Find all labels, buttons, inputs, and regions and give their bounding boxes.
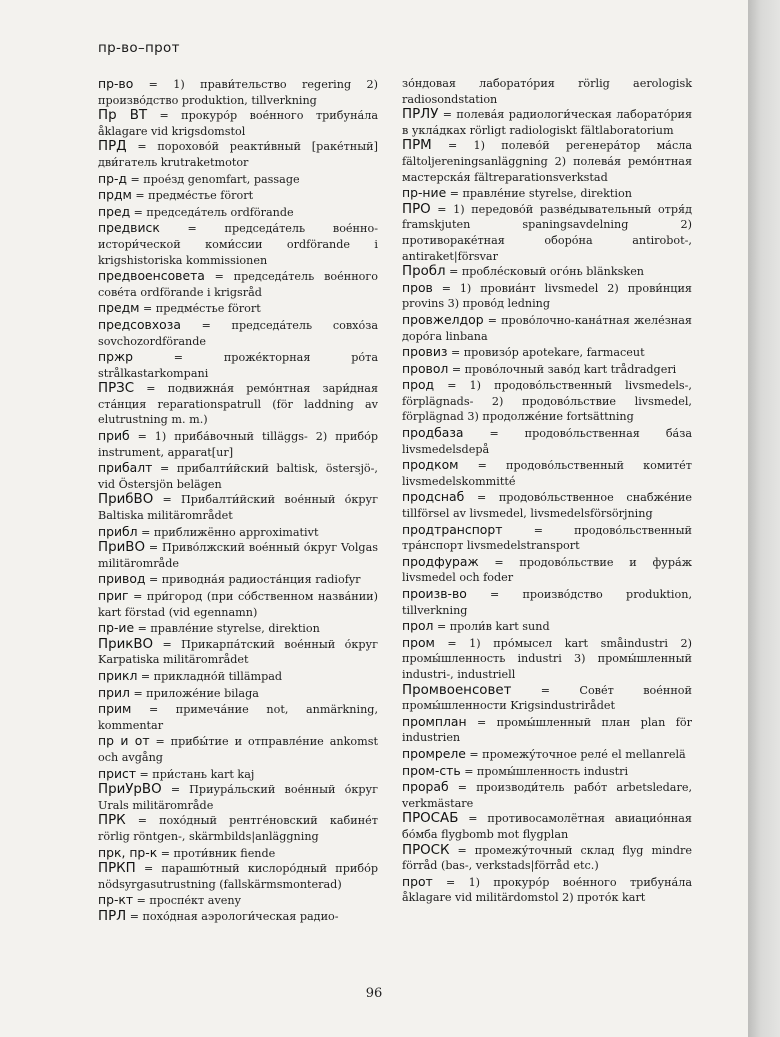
entry-headword: приг: [98, 588, 129, 603]
entry-definition: 1) провиа́нт livsmedel 2) прови́нция provins 3) прово́д ledning: [402, 281, 692, 311]
entry-definition: 1) прави́тельство regering 2) произво́дство produktion, tillverkning: [98, 78, 378, 107]
dictionary-entry: [402, 280, 692, 312]
entry-definition: произво́дство produktion, tillverkning: [402, 588, 693, 617]
equals-sign: =: [430, 202, 454, 216]
entry-definition: продово́льствие и фура́ж livsmedel och foder: [402, 555, 692, 585]
equals-sign: =: [135, 862, 162, 876]
equals-sign: =: [204, 270, 234, 284]
dictionary-entry: [402, 185, 692, 202]
page-edge: [748, 0, 780, 1037]
dictionary-entry: [98, 813, 378, 844]
dictionary-entry: [402, 618, 692, 635]
equals-sign: =: [137, 525, 154, 539]
dictionary-entry: [98, 460, 378, 492]
equals-sign: =: [152, 462, 177, 476]
dictionary-entry: [98, 685, 378, 702]
equals-sign: =: [466, 588, 523, 601]
equals-sign: =: [159, 222, 225, 236]
dictionary-entry: [402, 138, 692, 185]
equals-sign: =: [147, 109, 182, 123]
dictionary-entry: [402, 425, 692, 457]
entry-headword: ПРД: [98, 139, 127, 155]
dictionary-entry: [98, 620, 378, 637]
entry-definition: председа́тель вое́нно-истори́ческой коми́ссии ordförande i krigshistoriska kommissionen: [98, 222, 378, 267]
equals-sign: =: [465, 747, 483, 761]
equals-sign: =: [133, 351, 224, 365]
entry-definition: провизо́р apotekare, farmaceut: [463, 346, 645, 360]
dictionary-entry: [402, 361, 692, 378]
entry-definition: прибы́тие и отправле́ние ankomst och avgång: [98, 735, 378, 764]
dictionary-entry: [402, 344, 692, 361]
dictionary-entry: [98, 861, 378, 892]
entry-headword: продбаза: [402, 425, 464, 441]
equals-sign: =: [449, 843, 475, 857]
entry-headword: ПРКП: [98, 861, 136, 877]
entry-headword: ПРОСК: [402, 842, 450, 858]
equals-sign: =: [131, 189, 149, 203]
entry-headword: ПРЛУ: [402, 107, 439, 123]
entry-headword: Пр ВТ: [98, 108, 148, 124]
entry-headword: ПРОСАБ: [402, 811, 459, 827]
equals-sign: =: [145, 573, 162, 587]
equals-sign: =: [126, 909, 143, 923]
entry-headword: промреле: [402, 745, 466, 761]
dictionary-entry: [98, 733, 378, 765]
equals-sign: =: [134, 622, 151, 636]
entry-definition: подвижна́я ремо́нтная зари́дная ста́нция reparationspatrull (för laddning av elutrustning m. m.): [98, 382, 378, 427]
entry-headword: ПРК: [98, 813, 126, 829]
entry-definition: прое́зд genomfart, passage: [143, 172, 300, 186]
equals-sign: =: [139, 302, 156, 316]
dictionary-entry: [98, 782, 378, 813]
entry-headword: произв-во: [402, 586, 467, 601]
dictionary-entry: [98, 139, 378, 170]
entry-definition: 1) полево́й регенера́тор ма́сла fältoljereningsanläggning 2) полева́я ремо́нтная мастерска́я fältreparationsverkstad: [402, 139, 692, 184]
equals-sign: =: [130, 205, 147, 219]
dictionary-entry: [98, 637, 378, 668]
dictionary-entry: [98, 845, 378, 862]
dictionary-entry: [98, 349, 378, 381]
equals-sign: =: [445, 265, 462, 279]
entry-definition: при́город (при со́бственном назва́нии) kart förstad (vid egennamn): [98, 590, 378, 619]
dictionary-entry: [98, 701, 378, 733]
entry-headword: пржр: [98, 349, 133, 365]
right-column: [402, 76, 692, 906]
dictionary-entry: [98, 492, 378, 523]
dictionary-entry: [402, 763, 692, 780]
equals-sign: =: [460, 764, 477, 778]
dictionary-entry: [98, 76, 378, 108]
entry-definition: 1) продово́льственный livsmedels-, förplägnads- 2) продово́льствие livsmedel, förplägnad 3) продолже́ние fortsättning: [402, 379, 692, 424]
entry-definition: приложе́ние bilaga: [146, 686, 259, 700]
page-number: 96: [365, 986, 383, 1001]
entry-headword: ПрикВО: [98, 636, 154, 652]
equals-sign: =: [127, 172, 144, 186]
entry-headword: провиз: [402, 344, 448, 360]
equals-sign: =: [434, 379, 470, 393]
equals-sign: =: [431, 139, 474, 153]
entry-definition: продово́льственный комите́т livsmedelskommitté: [402, 459, 692, 488]
dictionary-entry: [402, 202, 692, 264]
dictionary-entry: [98, 381, 378, 428]
entry-headword: предм: [98, 300, 140, 316]
entry-headword: пред: [98, 203, 131, 219]
entry-definition: правле́ние styrelse, direktion: [150, 622, 320, 636]
entry-headword: прибалт: [98, 460, 153, 476]
entry-headword: продком: [402, 457, 459, 473]
entry-definition: промы́шленный план plan för industrien: [402, 715, 692, 745]
entry-definition: промежу́точное реле́ el mellanrelä: [482, 747, 686, 761]
dictionary-entry: [98, 187, 378, 204]
dictionary-entry: [402, 312, 692, 344]
dictionary-entry: [98, 766, 378, 783]
equals-sign: =: [458, 812, 488, 826]
running-header: пр-во–прот: [98, 40, 180, 56]
entry-headword: пр-во: [98, 76, 134, 91]
entry-definition: противосамолётная авиацио́нная бо́мба flygbomb mot flygplan: [402, 812, 692, 841]
entry-definition: 1) про́мысел kart småindustri 2) промы́шленность industri 3) промы́шленный industri-, industriell: [402, 636, 692, 681]
equals-sign: =: [434, 636, 470, 650]
entry-headword: прикл: [98, 667, 138, 683]
dictionary-entry: [98, 300, 378, 317]
equals-sign: =: [446, 187, 463, 201]
equals-sign: =: [133, 78, 174, 91]
entry-definition: порохово́й реакти́вный [раке́тный] дви́гатель krutraketmotor: [98, 140, 378, 169]
entry-headword: пр-ние: [402, 185, 447, 201]
dictionary-entry: [402, 76, 692, 107]
entry-headword: ПРЛ: [98, 908, 127, 924]
entry-definition: председа́тель вое́нного сове́та ordförande i krigsråd: [98, 270, 378, 299]
equals-sign: =: [149, 735, 171, 749]
equals-sign: =: [129, 686, 147, 700]
entry-definition: при́стань kart kaj: [152, 767, 255, 781]
entry-definition: проже́кторная ро́та strålkastarkompani: [98, 351, 378, 380]
entry-definition: полева́я радиологи́ческая лаборато́рия в укла́дках rörligt radiologiskt fältlaboratorium: [402, 108, 692, 137]
equals-sign: =: [129, 430, 155, 444]
equals-sign: =: [137, 669, 154, 683]
entry-definition: приводна́я радиоста́нция radiofyr: [161, 573, 361, 587]
equals-sign: =: [161, 783, 190, 797]
entry-headword: пров: [402, 279, 433, 295]
entry-definition: Сове́т вое́нной промы́шленности Krigsindustrirådet: [402, 683, 692, 713]
equals-sign: =: [153, 637, 182, 651]
entry-headword: приб: [98, 428, 130, 444]
dictionary-entry: [402, 746, 692, 763]
entry-headword: прораб: [402, 779, 449, 795]
entry-headword: прдм: [98, 187, 132, 203]
dictionary-entry: [98, 540, 378, 571]
entry-definition: промы́шленность industri: [476, 764, 629, 778]
dictionary-entry: [98, 317, 378, 349]
entry-headword: пр и от: [98, 733, 150, 749]
entry-definition: продово́льственное снабже́ние tillförsel av livsmedel, livsmedelsförsörjning: [402, 491, 693, 521]
entry-headword: прибл: [98, 523, 138, 539]
dictionary-entry: [402, 843, 692, 874]
equals-sign: =: [483, 313, 502, 327]
entry-definition: приближённо approximativt: [153, 525, 319, 539]
dictionary-entry: [402, 714, 692, 746]
dictionary-entry: [402, 457, 692, 489]
entry-headword: прк, пр-к: [98, 844, 158, 860]
equals-sign: =: [463, 427, 525, 441]
entry-definition: предме́стье förort: [148, 189, 254, 203]
entry-headword: ПрибВО: [98, 492, 154, 508]
entry-headword: пром-сть: [402, 762, 461, 778]
entry-definition: парашю́тный кислоро́дный прибо́р nödsyrgasutrustning (fallskärmsmonterad): [98, 862, 378, 891]
equals-sign: =: [458, 459, 507, 473]
entry-definition: председа́тель совхо́за sovchozordförande: [98, 318, 378, 348]
entry-headword: Пробл: [402, 264, 446, 280]
entry-definition: 1) прокуро́р вое́нного трибуна́ла åklagare vid militärdomstol 2) прото́к kart: [402, 875, 692, 905]
entry-headword: пр-кт: [98, 892, 134, 908]
entry-definition: проли́в kart sund: [449, 620, 550, 634]
entry-definition: производи́тель рабо́т arbetsledare, verkmästare: [402, 781, 692, 810]
dictionary-entry: [98, 909, 378, 925]
dictionary-entry: [402, 264, 692, 280]
entry-headword: прол: [402, 618, 434, 634]
equals-sign: =: [145, 541, 162, 555]
dictionary-entry: [98, 220, 378, 268]
dictionary-entry: [402, 107, 692, 138]
left-column: [98, 76, 378, 924]
entry-headword: ПРМ: [402, 138, 432, 154]
equals-sign: =: [157, 846, 174, 860]
entry-definition: похо́дная аэрологи́ческая радио-: [142, 909, 339, 923]
equals-sign: =: [433, 620, 450, 634]
equals-sign: =: [511, 683, 580, 697]
dictionary-entry: [98, 892, 378, 909]
entry-definition: продово́льственная ба́за livsmedelsdepå: [402, 427, 692, 456]
entry-definition: 1) передово́й разве́дывательный отря́д framskjuten spaningsavdelning 2) противораке́тная оборо́на antirobot-, antiraket|försvar: [402, 202, 692, 263]
entry-headword: предвиск: [98, 220, 160, 236]
dictionary-entry: [98, 171, 378, 188]
entry-definition: 1) приба́вочный tilläggs- 2) прибо́р instrument, apparat[ur]: [98, 430, 378, 459]
dictionary-entry: [98, 108, 378, 139]
equals-sign: =: [447, 346, 464, 360]
entry-headword: прил: [98, 684, 130, 700]
entry-definition: проти́вник fiende: [173, 846, 276, 860]
entry-headword: привод: [98, 571, 146, 587]
entry-definition: промежу́точный склад flyg mindre förråd (bas-, verkstads|förråd etc.): [402, 843, 693, 873]
entry-definition: правле́ние styrelse, direktion: [462, 187, 632, 201]
entry-definition: пробле́сковый ого́нь blänksken: [461, 265, 645, 279]
entry-headword: ПРЗС: [98, 381, 135, 397]
equals-sign: =: [128, 590, 147, 603]
equals-sign: =: [432, 281, 460, 295]
entry-headword: пр-ие: [98, 620, 135, 636]
entry-definition: председа́тель ordförande: [146, 205, 294, 219]
entry-headword: продснаб: [402, 489, 465, 505]
dictionary-entry: [98, 268, 378, 300]
entry-headword: провол: [402, 360, 449, 376]
entry-headword: Промвоенсовет: [402, 682, 512, 698]
entry-definition: похо́дный рентге́новский кабине́т rörlig röntgen-, skärmbilds|anläggning: [98, 814, 378, 843]
entry-definition: предме́стье förort: [155, 302, 261, 316]
entry-headword: ПРО: [402, 201, 431, 217]
equals-sign: =: [131, 703, 176, 717]
dictionary-entry: [402, 554, 692, 586]
dictionary-entry: [98, 588, 378, 620]
equals-sign: =: [133, 894, 150, 908]
entry-headword: прист: [98, 765, 137, 781]
entry-headword: пром: [402, 634, 435, 650]
equals-sign: =: [478, 555, 520, 569]
entry-definition: прибалти́йский baltisk, östersjö-, vid Östersjön belägen: [98, 462, 378, 491]
equals-sign: =: [448, 362, 465, 376]
entry-definition: примеча́ние not, anmärkning, kommentar: [98, 703, 378, 732]
equals-sign: =: [153, 493, 181, 507]
equals-sign: =: [448, 781, 477, 795]
entry-headword: провжелдор: [402, 311, 484, 327]
entry-headword: прот: [402, 873, 433, 889]
equals-sign: =: [134, 382, 168, 396]
dictionary-entry: [402, 586, 692, 618]
equals-sign: =: [180, 318, 232, 332]
dictionary-entry: [402, 522, 692, 554]
entry-headword: продтранспорт: [402, 521, 503, 537]
equals-sign: =: [438, 108, 457, 122]
dictionary-entry: [98, 571, 378, 588]
entry-headword: предсовхоза: [98, 316, 181, 332]
entry-definition: продово́льственный тра́нспорт livsmedelstransport: [402, 523, 692, 553]
entry-headword: продфураж: [402, 553, 479, 569]
dictionary-entry: [402, 811, 692, 842]
equals-sign: =: [502, 523, 575, 537]
entry-definition: Приура́льский вое́нный о́круг Urals militärområde: [98, 783, 378, 812]
dictionary-entry: [402, 489, 692, 521]
entry-definition: Прибалти́йский вое́нный о́круг Baltiska militärområdet: [98, 493, 378, 523]
dictionary-entry: [402, 779, 692, 811]
entry-headword: ПриУрВО: [98, 782, 162, 798]
equals-sign: =: [466, 715, 497, 729]
entry-headword: промплан: [402, 713, 467, 729]
equals-sign: =: [126, 140, 158, 154]
entry-definition: зо́ндовая лаборато́рия rörlig aerologisk radiosondstation: [402, 77, 692, 106]
entry-definition: прово́лочный заво́д kart trådradgeri: [464, 362, 677, 376]
entry-headword: пр-д: [98, 170, 128, 186]
entry-headword: прим: [98, 701, 132, 717]
entry-definition: проспе́кт aveny: [149, 894, 241, 908]
equals-sign: =: [125, 814, 160, 828]
entry-definition: прикладно́й tillämpad: [153, 669, 283, 683]
entry-definition: Приво́лжский вое́нный о́круг Volgas militärområde: [98, 541, 378, 570]
dictionary-entry: [98, 204, 378, 221]
dictionary-entry: [98, 428, 378, 460]
entry-definition: прово́лочно-кана́тная желе́зная доро́га linbana: [402, 313, 692, 343]
entry-definition: Прикарпа́тский вое́нный о́круг Karpatiska militärområdet: [98, 637, 378, 667]
dictionary-entry: [402, 635, 692, 683]
dictionary-entry: [402, 874, 692, 906]
equals-sign: =: [464, 491, 499, 505]
entry-headword: прод: [402, 377, 435, 393]
equals-sign: =: [432, 875, 469, 889]
entry-headword: предвоенсовета: [98, 268, 205, 284]
entry-headword: ПриВО: [98, 540, 145, 556]
dictionary-entry: [402, 683, 692, 714]
entry-definition: прокуро́р вое́нного трибуна́ла åklagare vid krigsdomstol: [98, 109, 378, 138]
dictionary-entry: [98, 524, 378, 541]
dictionary-entry: [98, 668, 378, 685]
equals-sign: =: [136, 767, 153, 781]
dictionary-entry: [402, 377, 692, 425]
